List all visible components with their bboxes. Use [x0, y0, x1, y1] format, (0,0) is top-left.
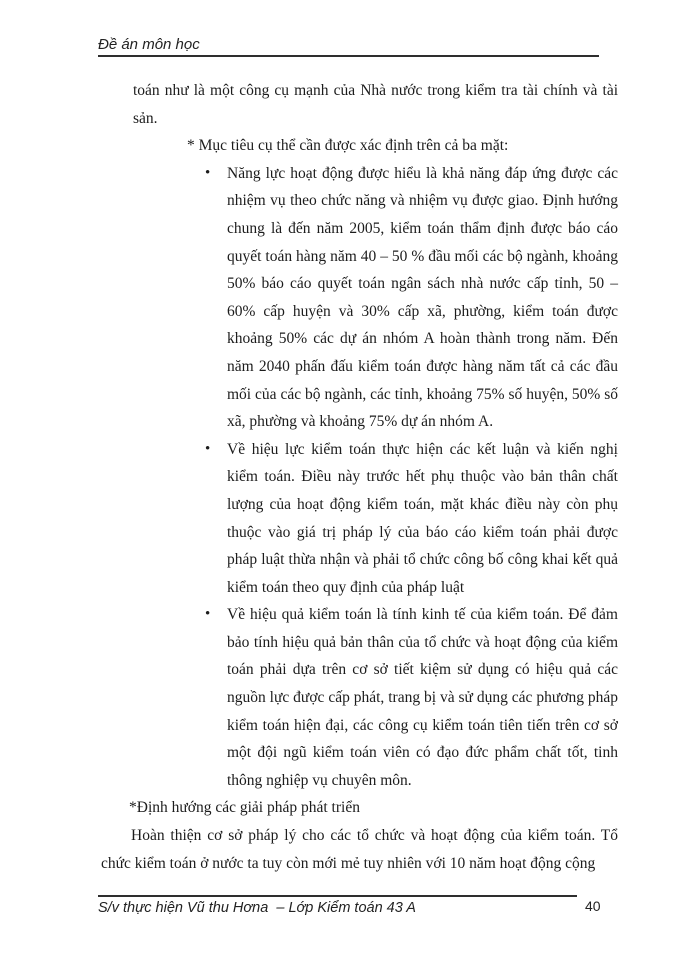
paragraph-continued: toán như là một công cụ mạnh của Nhà nước trong kiểm tra tài chính và tài sản. [133, 82, 618, 127]
bullet-icon: • [205, 606, 211, 623]
bullet-text: Năng lực hoạt động được hiểu là khả năng đáp ứng được các nhiệm vụ theo chức năng và nhiệm vụ được giao. Định hướng chung là đến năm 2005, kiểm toán thẩm định được báo cáo quyết toán hàng năm 40 – 50 % đầu mối các bộ ngành, khoảng 50% báo cáo quyết toán ngân sách nhà nước cấp tỉnh, 50 – 60% cấp huyện và 30% cấp xã, phường, kiểm toán được khoảng 50% các dự án nhóm A hoàn thành trong năm. Đến năm 2040 phấn đấu kiểm toán được hàng năm tất cả các đầu mối của các bộ ngành, các tỉnh, khoảng 75% số huyện, 50% số xã, phường và khoảng 75% dự án nhóm A. [227, 164, 618, 431]
page-header [98, 36, 599, 57]
bullet-item [205, 160, 618, 436]
bullet-item [205, 436, 618, 602]
footer-author-line: S/v thực hiện Vũ thu Hơna – Lớp Kiểm toán 43 A [98, 900, 416, 916]
solutions-heading: *Định hướng các giải pháp phát triển [129, 799, 360, 817]
document-body [101, 77, 618, 877]
bullet-icon: • [205, 164, 211, 181]
bullet-icon: • [205, 440, 211, 457]
objectives-heading: * Mục tiêu cụ thể cần được xác định trên cả ba mặt: [187, 137, 509, 155]
bullet-text: Về hiệu lực kiểm toán thực hiện các kết luận và kiến nghị kiểm toán. Điều này trước hết phụ thuộc vào bản thân chất lượng của hoạt động kiểm toán, mặt khác điều này còn phụ thuộc vào giá trị pháp lý của báo cáo kiểm toán phải được pháp luật thừa nhận và phải tổ chức công bố công khai kết quả kiểm toán theo quy định của pháp luật [227, 440, 618, 596]
page-footer [98, 895, 577, 916]
bullet-list [101, 160, 618, 795]
header-title: Đề án môn học [98, 36, 200, 53]
bullet-item [205, 601, 618, 794]
page-number: 40 [585, 898, 601, 914]
bullet-text: Về hiệu quả kiểm toán là tính kinh tế của kiểm toán. Để đảm bảo tính hiệu quả bản thân của tổ chức và hoạt động của kiểm toán phải dựa trên cơ sở tiết kiệm sử dụng có hiệu quả các nguồn lực được cấp phát, trang bị và sử dụng các phương pháp kiểm toán hiện đại, các công cụ kiểm toán tiên tiến trên cơ sở một đội ngũ kiểm toán viên có đạo đức phẩm chất tốt, tinh thông nghiệp vụ chuyên môn. [227, 606, 618, 789]
closing-paragraph: Hoàn thiện cơ sở pháp lý cho các tổ chức và hoạt động của kiểm toán. Tổ chức kiểm toán ở nước ta tuy còn mới mẻ tuy nhiên với 10 năm hoạt động cộng [101, 827, 618, 872]
